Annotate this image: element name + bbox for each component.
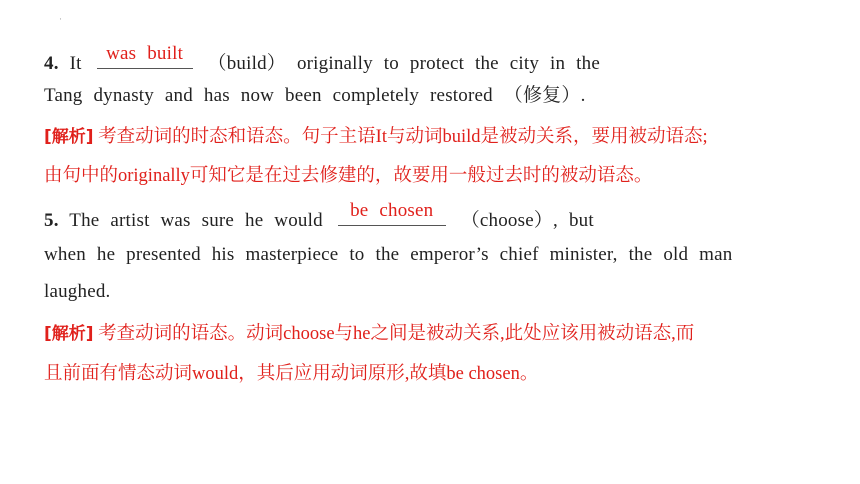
q5-line2: when he presented his masterpiece to the emperor’s chief minister, the old man [44,244,733,265]
q4-answer: was built [106,43,184,64]
q5-answer: be chosen [350,200,434,221]
a4-line2: 由句中的originally可知它是在过去修建的，故要用一般过去时的被动语态。 [44,166,653,186]
a5-text1: 考查动词的语态。动词choose与he之间是被动关系,此处应该用被动语态,而 [93,324,695,344]
a5-tag: [解析] [44,324,94,344]
a4-tag: [解析] [44,127,94,147]
a5-line1 [44,322,694,346]
q4-line1 [44,43,600,76]
q4-hint: （build） [207,53,286,74]
q5-number: 5. [44,210,59,231]
a4-text1: 考查动词的时态和语态。句子主语It与动词build是被动关系，要用被动语态; [93,127,708,147]
q5-line3: laughed. [44,281,111,302]
q5-line1 [44,200,594,233]
q5-pre: The artist was sure he would [69,210,323,231]
a4-line1 [44,125,708,149]
q4-pre: It [69,53,82,74]
q5-hint: （choose）, but [460,210,594,231]
a5-line2: 且前面有情态动词would，其后应用动词原形,故填be chosen。 [44,364,539,384]
q4-number: 4. [44,53,59,74]
q4-post: originally to protect the city in the [296,53,600,74]
q4-blank[interactable] [97,43,193,69]
decorative-dot: · [59,14,62,24]
q5-blank[interactable] [338,200,446,226]
q4-line2: Tang dynasty and has now been completely restored （修复）. [44,85,586,106]
